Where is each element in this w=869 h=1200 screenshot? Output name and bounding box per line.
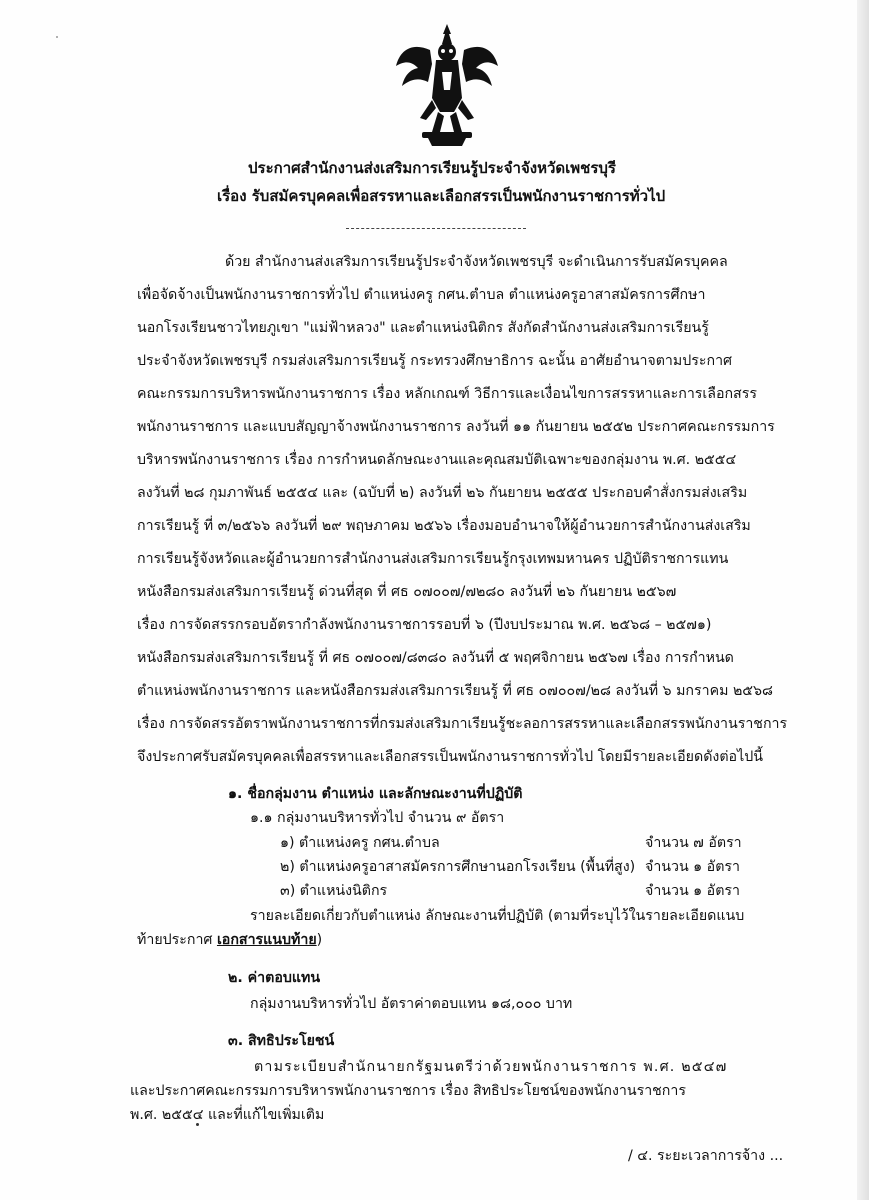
continuation-marker: / ๔. ระยะเวลาการจ้าง ... — [628, 1148, 784, 1164]
scan-speck — [56, 36, 58, 38]
section-1-detail-line2 — [137, 930, 322, 950]
section-3-line: ตามระเบียบสำนักนายกรัฐมนตรีว่าด้วยพนักงานราชการ พ.ศ. ๒๕๔๗ — [254, 1059, 728, 1075]
paragraph-line: การเรียนรู้ ที่ ๓/๒๕๖๖ ลงวันที่ ๒๙ พฤษภาคม ๒๕๖๖ เรื่องมอบอำนาจให้ผู้อำนวยการสำนักงานส่งเสริม — [137, 518, 751, 534]
paragraph-line: คณะกรรมการบริหารพนักงานราชการ เรื่อง หลักเกณฑ์ วิธีการและเงื่อนไขการสรรหาและการเลือกสรร — [137, 386, 757, 402]
announcement-subject: เรื่อง รับสมัครบุคคลเพื่อสรรหาและเลือกสรรเป็นพนักงานราชการทั่วไป — [217, 187, 666, 205]
section-1-detail: รายละเอียดเกี่ยวกับตำแหน่ง ลักษณะงานที่ปฏิบัติ (ตามที่ระบุไว้ในรายละเอียดแนบ — [250, 908, 745, 924]
position-name: ๑) ตำแหน่งครู กศน.ตำบล — [280, 835, 440, 851]
section-3-line: พ.ศ. ๒๕๕๔ และที่แก้ไขเพิ่มเติม — [130, 1107, 325, 1123]
scan-speck — [196, 1123, 199, 1126]
paragraph-line: พนักงานราชการ และแบบสัญญาจ้างพนักงานราชการ ลงวันที่ ๑๑ กันยายน ๒๕๕๒ ประกาศคณะกรรมการ — [137, 419, 775, 435]
section-2-text: กลุ่มงานบริหารทั่วไป อัตราค่าตอบแทน ๑๘,๐๐๐ บาท — [250, 996, 573, 1012]
paragraph-line: ด้วย สำนักงานส่งเสริมการเรียนรู้ประจำจังหวัดเพชรบุรี จะดำเนินการรับสมัครบุคคล — [225, 254, 728, 270]
section-1-heading: ๑. ชื่อกลุ่มงาน ตำแหน่ง และลักษณะงานที่ปฏิบัติ — [228, 786, 523, 802]
detail-suffix: ) — [316, 932, 323, 948]
page-edge-shadow — [857, 0, 869, 1200]
paragraph-line: จึงประกาศรับสมัครบุคคลเพื่อสรรหาและเลือกสรรเป็นพนักงานราชการทั่วไป โดยมีรายละเอียดดังต่อไปนี้ — [137, 749, 763, 765]
paragraph-line: เรื่อง การจัดสรรอัตราพนักงานราชการที่กรมส่งเสริมกาเรียนรู้ชะลอการสรรหาและเลือกสรรพนักงานราชการ — [137, 716, 788, 732]
paragraph-line: ลงวันที่ ๒๘ กุมภาพันธ์ ๒๕๕๔ และ (ฉบับที่ ๒) ลงวันที่ ๒๖ กันยายน ๒๕๕๕ ประกอบคำสั่งกรมส่งเสริม — [137, 485, 748, 501]
detail-prefix: ท้ายประกาศ — [137, 932, 217, 948]
position-count: จำนวน ๑ อัตรา — [645, 859, 740, 875]
paragraph-line: ตำแหน่งพนักงานราชการ และหนังสือกรมส่งเสริมการเรียนรู้ ที่ ศธ ๐๗๐๐๗/๒๘ ลงวันที่ ๖ มกราคม ๒๕๖๘ — [137, 683, 773, 699]
paragraph-line: นอกโรงเรียนชาวไทยภูเขา "แม่ฟ้าหลวง" และตำแหน่งนิติกร สังกัดสำนักงานส่งเสริมการเรียนรู้ — [137, 320, 709, 336]
attachment-link[interactable]: เอกสารแนบท้าย — [216, 932, 317, 948]
section-2-heading: ๒. ค่าตอบแทน — [228, 970, 321, 986]
paragraph-line: เรื่อง การจัดสรรกรอบอัตรากำลังพนักงานราชการรอบที่ ๖ (ปีงบประมาณ พ.ศ. ๒๕๖๘ – ๒๕๗๑) — [137, 617, 712, 633]
paragraph-line: บริหารพนักงานราชการ เรื่อง การกำหนดลักษณะงานและคุณสมบัติเฉพาะของกลุ่มงาน พ.ศ. ๒๕๕๔ — [137, 452, 737, 468]
paragraph-line: หนังสือกรมส่งเสริมการเรียนรู้ ที่ ศธ ๐๗๐๐๗/๘๓๘๐ ลงวันที่ ๕ พฤศจิกายน ๒๕๖๗ เรื่อง การกำหนด — [137, 650, 734, 666]
position-name: ๒) ตำแหน่งครูอาสาสมัครการศึกษานอกโรงเรียน (พื้นที่สูง) — [280, 859, 636, 875]
section-1-group: ๑.๑ กลุ่มงานบริหารทั่วไป จำนวน ๙ อัตรา — [250, 810, 505, 826]
paragraph-line: หนังสือกรมส่งเสริมการเรียนรู้ ด่วนที่สุด ที่ ศธ ๐๗๐๐๗/๗๒๘๐ ลงวันที่ ๒๖ กันยายน ๒๕๖๗ — [137, 584, 677, 600]
garuda-emblem — [392, 20, 502, 148]
paragraph-line: เพื่อจัดจ้างเป็นพนักงานราชการทั่วไป ตำแหน่งครู กศน.ตำบล ตำแหน่งครูอาสาสมัครการศึกษา — [137, 287, 706, 303]
section-3-heading: ๓. สิทธิประโยชน์ — [228, 1033, 335, 1049]
position-count: จำนวน ๗ อัตรา — [645, 835, 742, 851]
paragraph-line: การเรียนรู้จังหวัดและผู้อำนวยการสำนักงานส่งเสริมการเรียนรู้กรุงเทพมหานคร ปฏิบัติราชการแทน — [137, 551, 729, 567]
position-name: ๓) ตำแหน่งนิติกร — [280, 883, 388, 899]
announcement-title: ประกาศสำนักงานส่งเสริมการเรียนรู้ประจำจังหวัดเพชรบุรี — [248, 159, 616, 177]
position-count: จำนวน ๑ อัตรา — [645, 883, 740, 899]
section-3-line: และประกาศคณะกรรมการบริหารพนักงานราชการ เรื่อง สิทธิประโยชน์ของพนักงานราชการ — [130, 1083, 686, 1099]
title-divider — [346, 228, 526, 229]
paragraph-line: ประจำจังหวัดเพชรบุรี กรมส่งเสริมการเรียนรู้ กระทรวงศึกษาธิการ ฉะนั้น อาศัยอำนาจตามประกาศ — [137, 353, 733, 369]
